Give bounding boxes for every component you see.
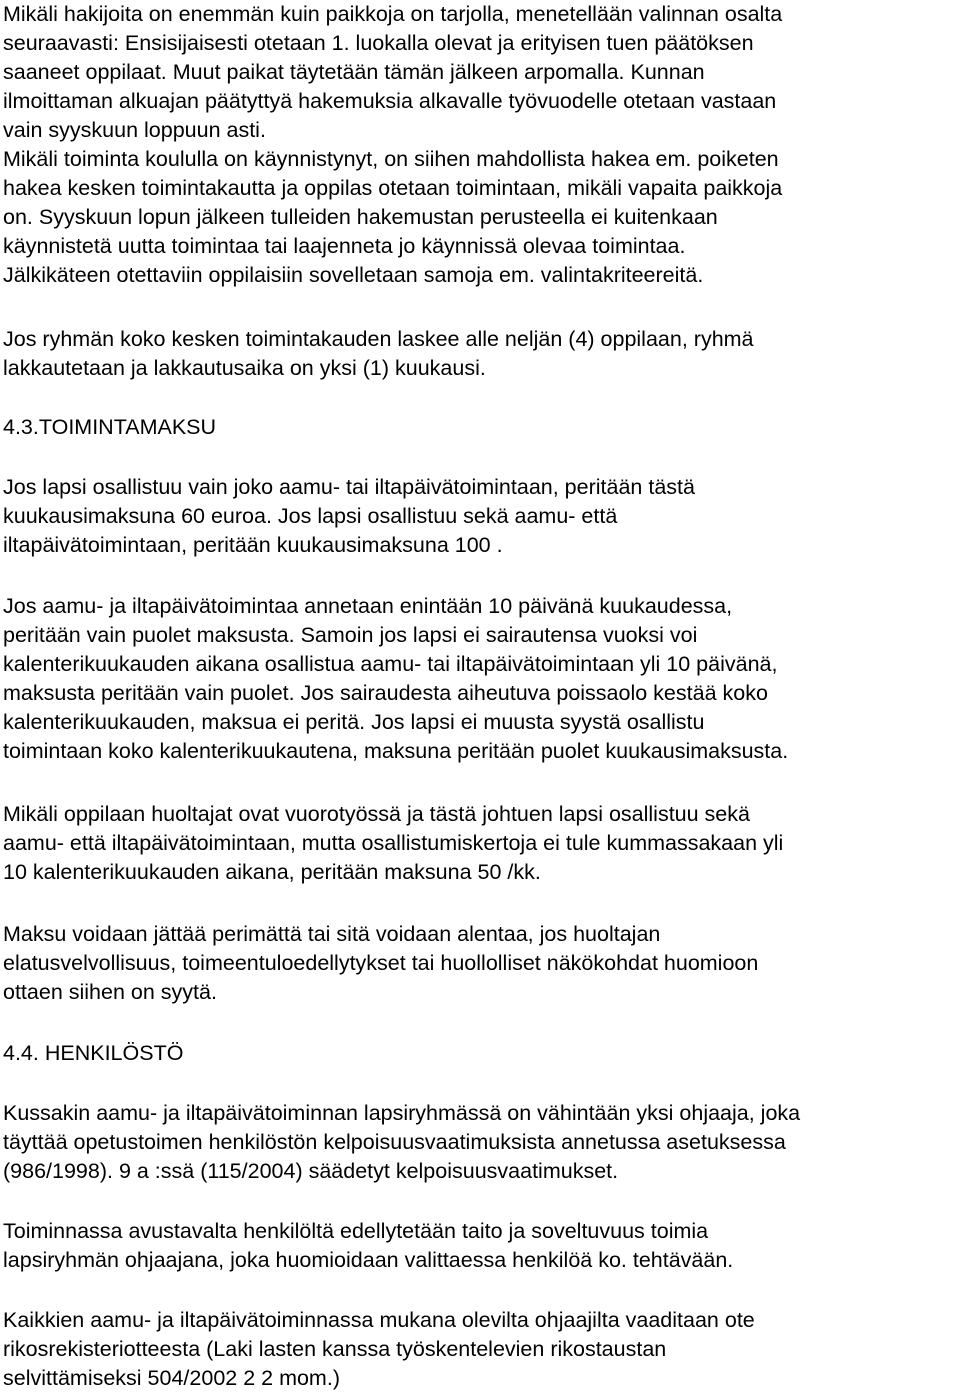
text-line: lakkautetaan ja lakkautusaika on yksi (1) kuukausi. [3, 356, 486, 380]
text-line: käynnistetä uutta toimintaa tai laajenneta jo käynnissä olevaa toimintaa. [3, 234, 686, 258]
text-line: kalenterikuukauden, maksua ei peritä. Jos lapsi ei muusta syystä osallistu [3, 710, 705, 734]
text-line: maksusta peritään vain puolet. Jos sairaudesta aiheutuva poissaolo kestää koko [3, 681, 768, 705]
paragraph-staff-requirement [3, 1099, 960, 1186]
section-heading: 4.4. HENKILÖSTÖ [3, 1041, 184, 1065]
text-line: peritään vain puolet maksusta. Samoin jos lapsi ei sairautensa vuoksi voi [3, 623, 698, 647]
text-line: ilmoittaman alkuajan päätyttyä hakemuksia alkavalle työvuodelle otetaan vastaan [3, 89, 777, 113]
text-line: täyttää opetustoimen henkilöstön kelpoisuusvaatimuksista annetussa asetuksessa [3, 1130, 786, 1154]
section-heading-staff [3, 1039, 960, 1068]
text-line: Kussakin aamu- ja iltapäivätoiminnan lapsiryhmässä on vähintään yksi ohjaaja, joka [3, 1101, 801, 1125]
section-heading: 4.3.TOIMINTAMAKSU [3, 415, 217, 439]
text-line: Mikäli hakijoita on enemmän kuin paikkoja on tarjolla, menetellään valinnan osalta [3, 2, 783, 26]
text-line: seuraavasti: Ensisijaisesti otetaan 1. luokalla olevat ja erityisen tuen päätöksen [3, 31, 754, 55]
text-line: Jos ryhmän koko kesken toimintakauden laskee alle neljän (4) oppilaan, ryhmä [3, 327, 754, 351]
text-line: kalenterikuukauden aikana osallistua aamu- tai iltapäivätoimintaan yli 10 päivänä, [3, 652, 778, 676]
paragraph-fee-waiver [3, 920, 960, 1007]
text-line: iltapäivätoimintaan, peritään kuukausimaksuna 100 . [3, 533, 503, 557]
text-line: rikosrekisteriotteesta (Laki lasten kanssa työskentelevien rikostaustan [3, 1337, 667, 1361]
text-line: toimintaan koko kalenterikuukautena, maksuna peritään puolet kuukausimaksusta. [3, 739, 789, 763]
text-line: Mikäli toiminta koululla on käynnistynyt, on siihen mahdollista hakea em. poiketen [3, 147, 779, 171]
text-line: Toiminnassa avustavalta henkilöltä edellytetään taito ja soveltuvuus toimia [3, 1219, 709, 1243]
paragraph-group-size [3, 325, 960, 383]
text-line: saaneet oppilaat. Muut paikat täytetään tämän jälkeen arpomalla. Kunnan [3, 60, 705, 84]
text-line: lapsiryhmän ohjaajana, joka huomioidaan valittaessa henkilöä ko. tehtävään. [3, 1248, 734, 1272]
section-heading-fee [3, 413, 960, 442]
text-line: on. Syyskuun lopun jälkeen tulleiden hakemustan perusteella ei kuitenkaan [3, 205, 718, 229]
paragraph-selection-criteria [3, 0, 960, 290]
text-line: selvittämiseksi 504/2002 2 2 mom.) [3, 1366, 340, 1390]
paragraph-fee-amount [3, 473, 960, 560]
text-line: 10 kalenterikuukauden aikana, peritään maksuna 50 /kk. [3, 860, 541, 884]
text-line: Jälkikäteen otettaviin oppilaisiin sovelletaan samoja em. valintakriteereitä. [3, 263, 704, 287]
text-line: Maksu voidaan jättää perimättä tai sitä voidaan alentaa, jos huoltajan [3, 922, 661, 946]
text-line: vain syyskuun loppuun asti. [3, 118, 266, 142]
text-line: Mikäli oppilaan huoltajat ovat vuorotyössä ja tästä johtuen lapsi osallistuu sekä [3, 802, 750, 826]
text-line: aamu- että iltapäivätoimintaan, mutta osallistumiskertoja ei tule kummassakaan yli [3, 831, 784, 855]
paragraph-shift-work [3, 800, 960, 887]
paragraph-criminal-record [3, 1306, 960, 1393]
paragraph-fee-reduction [3, 592, 960, 766]
text-line: Jos lapsi osallistuu vain joko aamu- tai iltapäivätoimintaan, peritään tästä [3, 475, 695, 499]
text-line: Kaikkien aamu- ja iltapäivätoiminnassa mukana olevilta ohjaajilta vaaditaan ote [3, 1308, 755, 1332]
text-line: ottaen siihen on syytä. [3, 980, 217, 1004]
text-line: Jos aamu- ja iltapäivätoimintaa annetaan enintään 10 päivänä kuukaudessa, [3, 594, 733, 618]
text-line: (986/1998). 9 a :ssä (115/2004) säädetyt kelpoisuusvaatimukset. [3, 1159, 619, 1183]
text-line: elatusvelvollisuus, toimeentuloedellytykset tai huollolliset näkökohdat huomioon [3, 951, 759, 975]
paragraph-staff-skills [3, 1217, 960, 1275]
text-line: hakea kesken toimintakautta ja oppilas otetaan toimintaan, mikäli vapaita paikkoja [3, 176, 783, 200]
text-line: kuukausimaksuna 60 euroa. Jos lapsi osallistuu sekä aamu- että [3, 504, 618, 528]
